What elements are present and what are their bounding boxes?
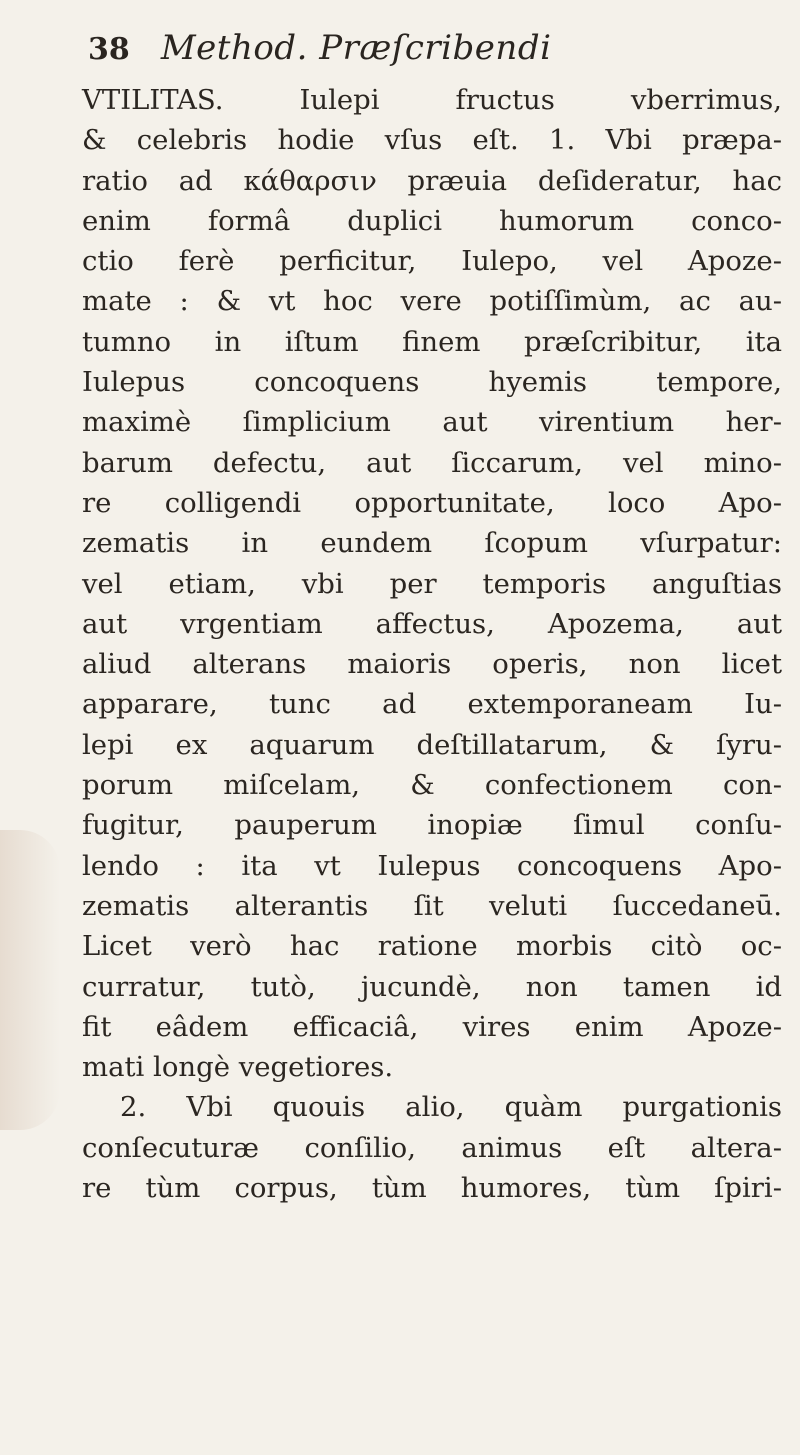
text-line: zematis in eundem ſcopum vſurpatur:: [82, 527, 782, 560]
text-line: conſecuturæ conſilio, animus eſt altera-: [82, 1131, 782, 1164]
text-line: ratio ad κάθαρσιν præuia deſideratur, hac: [82, 164, 782, 197]
text-line: enim formâ duplici humorum conco-: [82, 204, 782, 237]
body-text: [82, 80, 782, 1208]
text-line: Licet verò hac ratione morbis citò oc-: [82, 930, 782, 963]
text-line: re colligendi opportunitate, loco Apo-: [82, 486, 782, 519]
text-line: fugitur, pauperum inopiæ ſimul conſu-: [82, 809, 782, 842]
text-line: ctio ferè perficitur, Iulepo, vel Apoze-: [82, 245, 782, 278]
text-line: zematis alterantis ſit veluti ſuccedaneū.: [82, 889, 782, 922]
text-line: VTILITAS. Iulepi fructus vberrimus,: [82, 84, 782, 116]
text-line: apparare, tunc ad extemporaneam Iu-: [82, 688, 782, 721]
text-line: mati longè vegetiores.: [82, 1051, 394, 1084]
text-line: curratur, tutò, jucundè, non tamen id: [82, 970, 782, 1003]
text-line: vel etiam, vbi per temporis anguſtias: [82, 567, 782, 600]
paper-stain: [0, 830, 60, 1130]
text-line: aliud alterans maioris operis, non licet: [82, 648, 782, 681]
text-line: Iulepus concoquens hyemis tempore,: [82, 366, 782, 399]
page-header: [88, 28, 551, 88]
running-head: Method. Præſcribendi: [160, 28, 552, 68]
text-line: lendo : ita vt Iulepus concoquens Apo-: [82, 849, 782, 882]
text-line: porum miſcelam, & confectionem con-: [82, 769, 782, 802]
page-number: 38: [88, 32, 130, 67]
text-line: re tùm corpus, tùm humores, tùm ſpiri-: [82, 1172, 782, 1205]
text-line: & celebris hodie vſus eſt. 1. Vbi præpa-: [82, 124, 782, 157]
text-line: maximè ſimplicium aut virentium her-: [82, 406, 782, 439]
text-line: aut vrgentiam affectus, Apozema, aut: [82, 607, 782, 640]
text-line: mate : & vt hoc vere potiſſimùm, ac au-: [82, 285, 782, 318]
text-line: fit eâdem efficaciâ, vires enim Apoze-: [82, 1010, 782, 1043]
text-line: barum defectu, aut ſiccarum, vel mino-: [82, 446, 782, 479]
text-line: tumno in iſtum finem præſcribitur, ita: [82, 325, 782, 358]
text-line: 2. Vbi quouis alio, quàm purgationis: [120, 1091, 782, 1124]
text-line: lepi ex aquarum deſtillatarum, & ſyru-: [82, 728, 782, 761]
